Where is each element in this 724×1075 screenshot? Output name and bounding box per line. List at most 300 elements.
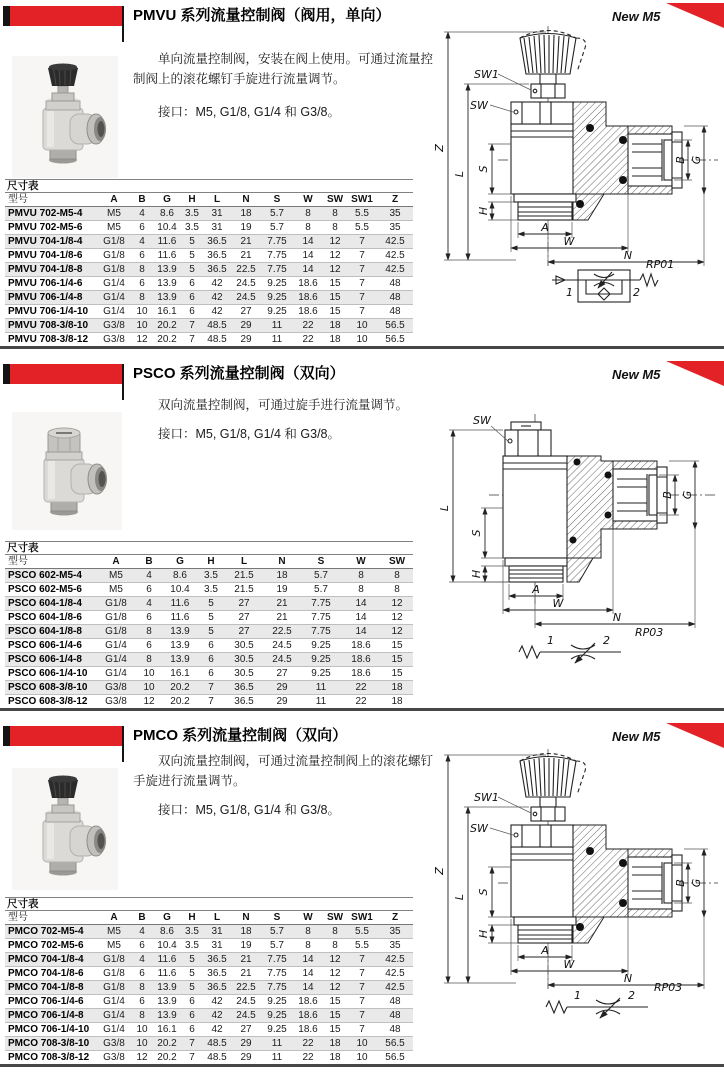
- table-header-row: [5, 555, 413, 569]
- table-row: [5, 319, 413, 333]
- value-cell: 21: [231, 953, 261, 967]
- value-cell: 31: [203, 939, 231, 953]
- dim-label-w: W: [563, 958, 575, 971]
- value-cell: 48: [377, 305, 413, 319]
- value-cell: 7.75: [301, 597, 341, 611]
- value-cell: 36.5: [203, 953, 231, 967]
- dim-label-sw: SW: [470, 822, 488, 835]
- value-cell: 27: [263, 667, 301, 681]
- section-ports: 接口：M5, G1/8, G1/4 和 G3/8。: [158, 105, 341, 119]
- value-cell: 18: [231, 925, 261, 939]
- value-cell: 4: [131, 925, 153, 939]
- column-header: 型号: [5, 555, 97, 569]
- value-cell: 10.4: [163, 583, 197, 597]
- column-header: S: [261, 193, 293, 207]
- value-cell: 11: [261, 1037, 293, 1051]
- value-cell: 35: [377, 939, 413, 953]
- value-cell: 6: [131, 939, 153, 953]
- value-cell: 15: [381, 653, 413, 667]
- table-row: [5, 639, 413, 653]
- value-cell: 48.5: [203, 319, 231, 333]
- dim-label-l: L: [453, 893, 466, 901]
- value-cell: 42: [203, 305, 231, 319]
- table-row: [5, 597, 413, 611]
- value-cell: 11: [261, 1051, 293, 1065]
- column-header: W: [293, 911, 323, 925]
- value-cell: G1/4: [97, 995, 131, 1009]
- section-band-black: [3, 6, 10, 26]
- table-row: [5, 667, 413, 681]
- value-cell: 22: [341, 695, 381, 709]
- value-cell: 4: [131, 953, 153, 967]
- symbol-label-rp01: RP01: [646, 258, 675, 271]
- table-row: [5, 981, 413, 995]
- value-cell: 8: [131, 1009, 153, 1023]
- section-band-divider: [122, 364, 124, 400]
- value-cell: 5: [181, 981, 203, 995]
- value-cell: G1/4: [97, 1023, 131, 1037]
- column-header: L: [225, 555, 263, 569]
- value-cell: 10.4: [153, 221, 181, 235]
- value-cell: 9.25: [261, 995, 293, 1009]
- value-cell: 3.5: [181, 221, 203, 235]
- model-cell: PMCO 706-1/4-10: [5, 1023, 97, 1037]
- value-cell: 10: [347, 1051, 377, 1065]
- value-cell: 18.6: [293, 995, 323, 1009]
- value-cell: 6: [131, 249, 153, 263]
- value-cell: 6: [181, 305, 203, 319]
- value-cell: 15: [381, 639, 413, 653]
- value-cell: 3.5: [181, 207, 203, 221]
- column-header: N: [231, 193, 261, 207]
- value-cell: 7.75: [301, 625, 341, 639]
- dim-label-h: H: [470, 569, 483, 579]
- value-cell: 7: [181, 1051, 203, 1065]
- size-table-label: 尺寸表: [5, 179, 413, 192]
- port-label-2: 2: [603, 634, 610, 647]
- dim-label-n: N: [623, 249, 633, 262]
- value-cell: 8.6: [153, 207, 181, 221]
- model-cell: PSCO 608-3/8-10: [5, 681, 97, 695]
- value-cell: 8: [341, 569, 381, 583]
- value-cell: 10: [131, 1037, 153, 1051]
- value-cell: 21: [263, 597, 301, 611]
- table-row: [5, 291, 413, 305]
- value-cell: 7: [347, 291, 377, 305]
- value-cell: 9.25: [261, 305, 293, 319]
- value-cell: 18.6: [293, 277, 323, 291]
- value-cell: 42: [203, 995, 231, 1009]
- value-cell: 8: [341, 583, 381, 597]
- size-table-label: 尺寸表: [5, 897, 413, 910]
- value-cell: 5: [181, 967, 203, 981]
- value-cell: 12: [323, 967, 347, 981]
- dim-label-l: L: [453, 170, 466, 178]
- column-header: L: [203, 911, 231, 925]
- value-cell: 5.7: [261, 221, 293, 235]
- value-cell: 21: [231, 249, 261, 263]
- value-cell: 6: [197, 639, 225, 653]
- value-cell: 13.9: [163, 625, 197, 639]
- value-cell: 48.5: [203, 1037, 231, 1051]
- value-cell: G1/8: [97, 597, 135, 611]
- value-cell: 3.5: [181, 939, 203, 953]
- value-cell: 6: [197, 667, 225, 681]
- value-cell: G3/8: [97, 1037, 131, 1051]
- value-cell: 4: [131, 207, 153, 221]
- value-cell: M5: [97, 583, 135, 597]
- value-cell: G1/4: [97, 653, 135, 667]
- value-cell: 7: [347, 235, 377, 249]
- table-row: [5, 995, 413, 1009]
- value-cell: 5.5: [347, 207, 377, 221]
- model-cell: PMCO 706-1/4-6: [5, 995, 97, 1009]
- value-cell: 19: [231, 221, 261, 235]
- value-cell: 18.6: [293, 1009, 323, 1023]
- value-cell: 22: [293, 333, 323, 347]
- value-cell: 7: [347, 1009, 377, 1023]
- dim-label-sw: SW: [470, 99, 488, 112]
- technical-drawing-psco: [425, 408, 717, 670]
- value-cell: 18.6: [293, 305, 323, 319]
- column-header: L: [203, 193, 231, 207]
- table-row: [5, 695, 413, 709]
- section-separator: [0, 708, 724, 711]
- table-row: [5, 221, 413, 235]
- value-cell: 21.5: [225, 569, 263, 583]
- value-cell: 20.2: [163, 681, 197, 695]
- value-cell: 7.75: [261, 981, 293, 995]
- value-cell: M5: [97, 925, 131, 939]
- table-row: [5, 1009, 413, 1023]
- value-cell: 10: [347, 333, 377, 347]
- value-cell: 24.5: [263, 639, 301, 653]
- value-cell: 27: [231, 1023, 261, 1037]
- value-cell: 24.5: [231, 277, 261, 291]
- model-cell: PMCO 708-3/8-12: [5, 1051, 97, 1065]
- model-cell: PSCO 604-1/8-6: [5, 611, 97, 625]
- column-header: H: [181, 911, 203, 925]
- value-cell: 15: [323, 305, 347, 319]
- column-header: A: [97, 555, 135, 569]
- table-row: [5, 967, 413, 981]
- value-cell: 6: [135, 583, 163, 597]
- table-row: [5, 925, 413, 939]
- value-cell: 8: [131, 291, 153, 305]
- value-cell: 6: [131, 277, 153, 291]
- value-cell: 21: [263, 611, 301, 625]
- value-cell: 7: [347, 263, 377, 277]
- value-cell: 30.5: [225, 653, 263, 667]
- table-header-row: [5, 911, 413, 925]
- dim-label-w: W: [552, 597, 564, 610]
- value-cell: 12: [323, 953, 347, 967]
- value-cell: 36.5: [203, 263, 231, 277]
- section-separator: [0, 346, 724, 349]
- page-bottom-rule: [0, 1064, 724, 1067]
- table-row: [5, 333, 413, 347]
- section-band-black: [3, 364, 10, 384]
- value-cell: 7: [181, 319, 203, 333]
- column-header: A: [97, 193, 131, 207]
- value-cell: 6: [131, 221, 153, 235]
- value-cell: 6: [181, 1023, 203, 1037]
- table-row: [5, 1023, 413, 1037]
- column-header: H: [197, 555, 225, 569]
- product-photo-psco: [12, 412, 122, 530]
- dim-label-sw1: SW1: [474, 791, 499, 804]
- value-cell: 29: [231, 319, 261, 333]
- value-cell: 15: [323, 1023, 347, 1037]
- value-cell: 3.5: [197, 583, 225, 597]
- value-cell: 6: [197, 653, 225, 667]
- value-cell: 13.9: [153, 1009, 181, 1023]
- section-description: 双向流量控制阀，可通过旋手进行流量调节。: [158, 398, 409, 412]
- value-cell: 22.5: [231, 263, 261, 277]
- value-cell: 42: [203, 1009, 231, 1023]
- value-cell: 13.9: [153, 277, 181, 291]
- value-cell: 11.6: [153, 249, 181, 263]
- value-cell: 15: [381, 667, 413, 681]
- value-cell: 20.2: [153, 333, 181, 347]
- dim-label-l: L: [438, 504, 451, 512]
- value-cell: 4: [131, 235, 153, 249]
- value-cell: 11.6: [153, 967, 181, 981]
- value-cell: 48: [377, 291, 413, 305]
- value-cell: 7: [197, 695, 225, 709]
- table-row: [5, 953, 413, 967]
- value-cell: 18: [381, 695, 413, 709]
- value-cell: 29: [263, 681, 301, 695]
- section-title-psco: PSCO 系列流量控制阀（双向）: [133, 365, 345, 382]
- model-cell: PSCO 608-3/8-12: [5, 695, 97, 709]
- value-cell: G1/8: [97, 967, 131, 981]
- value-cell: 18: [323, 319, 347, 333]
- value-cell: 22: [341, 681, 381, 695]
- value-cell: 36.5: [225, 695, 263, 709]
- value-cell: 12: [381, 625, 413, 639]
- section-title-pmvu: PMVU 系列流量控制阀（阀用，单向）: [133, 7, 391, 24]
- value-cell: 19: [263, 583, 301, 597]
- value-cell: 18.6: [341, 639, 381, 653]
- value-cell: 24.5: [263, 653, 301, 667]
- value-cell: 21.5: [225, 583, 263, 597]
- value-cell: 8: [293, 939, 323, 953]
- table-row: [5, 681, 413, 695]
- value-cell: 5.5: [347, 939, 377, 953]
- value-cell: 3.5: [197, 569, 225, 583]
- model-cell: PSCO 602-M5-4: [5, 569, 97, 583]
- technical-drawing-pmvu: [428, 22, 720, 306]
- value-cell: 13.9: [163, 653, 197, 667]
- new-m5-badge: New M5: [612, 729, 661, 744]
- value-cell: 9.25: [301, 653, 341, 667]
- table-header-row: [5, 193, 413, 207]
- column-header: Z: [377, 193, 413, 207]
- value-cell: 4: [135, 597, 163, 611]
- section-band-red: [10, 364, 122, 384]
- model-cell: PSCO 604-1/8-8: [5, 625, 97, 639]
- value-cell: 21: [231, 967, 261, 981]
- value-cell: 9.25: [261, 1009, 293, 1023]
- table-row: [5, 263, 413, 277]
- value-cell: 10: [131, 305, 153, 319]
- value-cell: 22: [293, 319, 323, 333]
- value-cell: 30.5: [225, 667, 263, 681]
- value-cell: 16.1: [153, 1023, 181, 1037]
- value-cell: G1/8: [97, 953, 131, 967]
- column-header: G: [153, 911, 181, 925]
- value-cell: 9.25: [301, 667, 341, 681]
- corner-triangle: [666, 361, 724, 386]
- table-row: [5, 611, 413, 625]
- dimension-table-psco: [5, 541, 413, 709]
- dim-label-a: A: [532, 583, 540, 596]
- value-cell: 18.6: [341, 653, 381, 667]
- dim-label-s: S: [477, 888, 490, 896]
- value-cell: 4: [135, 569, 163, 583]
- value-cell: 10.4: [153, 939, 181, 953]
- value-cell: 10: [131, 1023, 153, 1037]
- value-cell: 10: [347, 319, 377, 333]
- value-cell: 3.5: [181, 925, 203, 939]
- value-cell: 8.6: [153, 925, 181, 939]
- value-cell: 5.7: [261, 939, 293, 953]
- model-cell: PMCO 704-1/8-6: [5, 967, 97, 981]
- value-cell: 7.75: [261, 235, 293, 249]
- value-cell: 13.9: [163, 639, 197, 653]
- value-cell: 27: [231, 305, 261, 319]
- size-table-label: 尺寸表: [5, 541, 413, 554]
- value-cell: 18: [263, 569, 301, 583]
- value-cell: 42.5: [377, 235, 413, 249]
- value-cell: G3/8: [97, 319, 131, 333]
- value-cell: 8: [135, 625, 163, 639]
- section-band-red: [10, 726, 122, 746]
- dim-label-z: Z: [433, 144, 446, 152]
- value-cell: 10: [135, 681, 163, 695]
- value-cell: 9.25: [261, 1023, 293, 1037]
- value-cell: 29: [231, 333, 261, 347]
- model-cell: PMVU 704-1/8-6: [5, 249, 97, 263]
- port-label-1: 1: [574, 989, 581, 1002]
- value-cell: 48.5: [203, 1051, 231, 1065]
- value-cell: 22.5: [263, 625, 301, 639]
- value-cell: 15: [323, 1009, 347, 1023]
- column-header: N: [263, 555, 301, 569]
- section-ports: 接口：M5, G1/8, G1/4 和 G3/8。: [158, 803, 341, 817]
- value-cell: M5: [97, 569, 135, 583]
- port-label-2: 2: [628, 989, 635, 1002]
- value-cell: 12: [131, 1051, 153, 1065]
- table-row: [5, 207, 413, 221]
- value-cell: 19: [231, 939, 261, 953]
- value-cell: 15: [323, 277, 347, 291]
- dim-label-g: G: [690, 155, 703, 165]
- value-cell: 7: [347, 305, 377, 319]
- value-cell: 13.9: [153, 263, 181, 277]
- column-header: B: [131, 911, 153, 925]
- column-header: SW: [323, 193, 347, 207]
- value-cell: 42.5: [377, 263, 413, 277]
- value-cell: 5: [197, 597, 225, 611]
- dim-label-b: B: [674, 879, 687, 887]
- value-cell: 11.6: [163, 611, 197, 625]
- pneumatic-symbol-rp03: [519, 626, 663, 663]
- column-header: SW: [323, 911, 347, 925]
- value-cell: 9.25: [261, 277, 293, 291]
- value-cell: 8: [323, 221, 347, 235]
- value-cell: 12: [381, 611, 413, 625]
- value-cell: 48: [377, 277, 413, 291]
- value-cell: 8: [293, 207, 323, 221]
- value-cell: 14: [341, 625, 381, 639]
- column-header: 型号: [5, 911, 97, 925]
- value-cell: 29: [231, 1051, 261, 1065]
- dim-label-n: N: [612, 611, 622, 624]
- table-row: [5, 277, 413, 291]
- value-cell: 56.5: [377, 333, 413, 347]
- section-band-divider: [122, 726, 124, 762]
- value-cell: 42.5: [377, 249, 413, 263]
- dim-label-sw: SW: [473, 414, 491, 427]
- value-cell: 31: [203, 207, 231, 221]
- value-cell: G1/4: [97, 305, 131, 319]
- value-cell: 8.6: [163, 569, 197, 583]
- model-cell: PSCO 604-1/8-4: [5, 597, 97, 611]
- column-header: H: [181, 193, 203, 207]
- value-cell: 5: [181, 953, 203, 967]
- model-cell: PMVU 706-1/4-6: [5, 277, 97, 291]
- value-cell: 10: [135, 667, 163, 681]
- value-cell: G1/4: [97, 277, 131, 291]
- value-cell: 21: [231, 235, 261, 249]
- value-cell: 6: [181, 1009, 203, 1023]
- value-cell: 14: [293, 263, 323, 277]
- symbol-label-rp03: RP03: [654, 981, 683, 994]
- dimension-table-pmco: [5, 897, 413, 1065]
- value-cell: 35: [377, 925, 413, 939]
- value-cell: 35: [377, 221, 413, 235]
- column-header: B: [131, 193, 153, 207]
- value-cell: 5.5: [347, 221, 377, 235]
- dim-label-b: B: [674, 156, 687, 164]
- value-cell: 8: [131, 981, 153, 995]
- value-cell: G1/4: [97, 291, 131, 305]
- table-row: [5, 1051, 413, 1065]
- value-cell: G1/4: [97, 1009, 131, 1023]
- dim-label-z: Z: [433, 867, 446, 875]
- value-cell: 8: [323, 925, 347, 939]
- product-photo-pmco: [12, 768, 118, 890]
- table-row: [5, 939, 413, 953]
- value-cell: 6: [181, 291, 203, 305]
- table-row: [5, 249, 413, 263]
- value-cell: 7: [347, 981, 377, 995]
- value-cell: 24.5: [231, 1009, 261, 1023]
- new-m5-badge: New M5: [612, 9, 661, 24]
- value-cell: 7.75: [261, 953, 293, 967]
- column-header: G: [153, 193, 181, 207]
- value-cell: 11: [261, 333, 293, 347]
- value-cell: 5: [181, 235, 203, 249]
- value-cell: 18.6: [293, 1023, 323, 1037]
- model-cell: PMCO 702-M5-4: [5, 925, 97, 939]
- value-cell: 20.2: [163, 695, 197, 709]
- value-cell: 10: [131, 319, 153, 333]
- model-cell: PMCO 704-1/8-4: [5, 953, 97, 967]
- column-header: G: [163, 555, 197, 569]
